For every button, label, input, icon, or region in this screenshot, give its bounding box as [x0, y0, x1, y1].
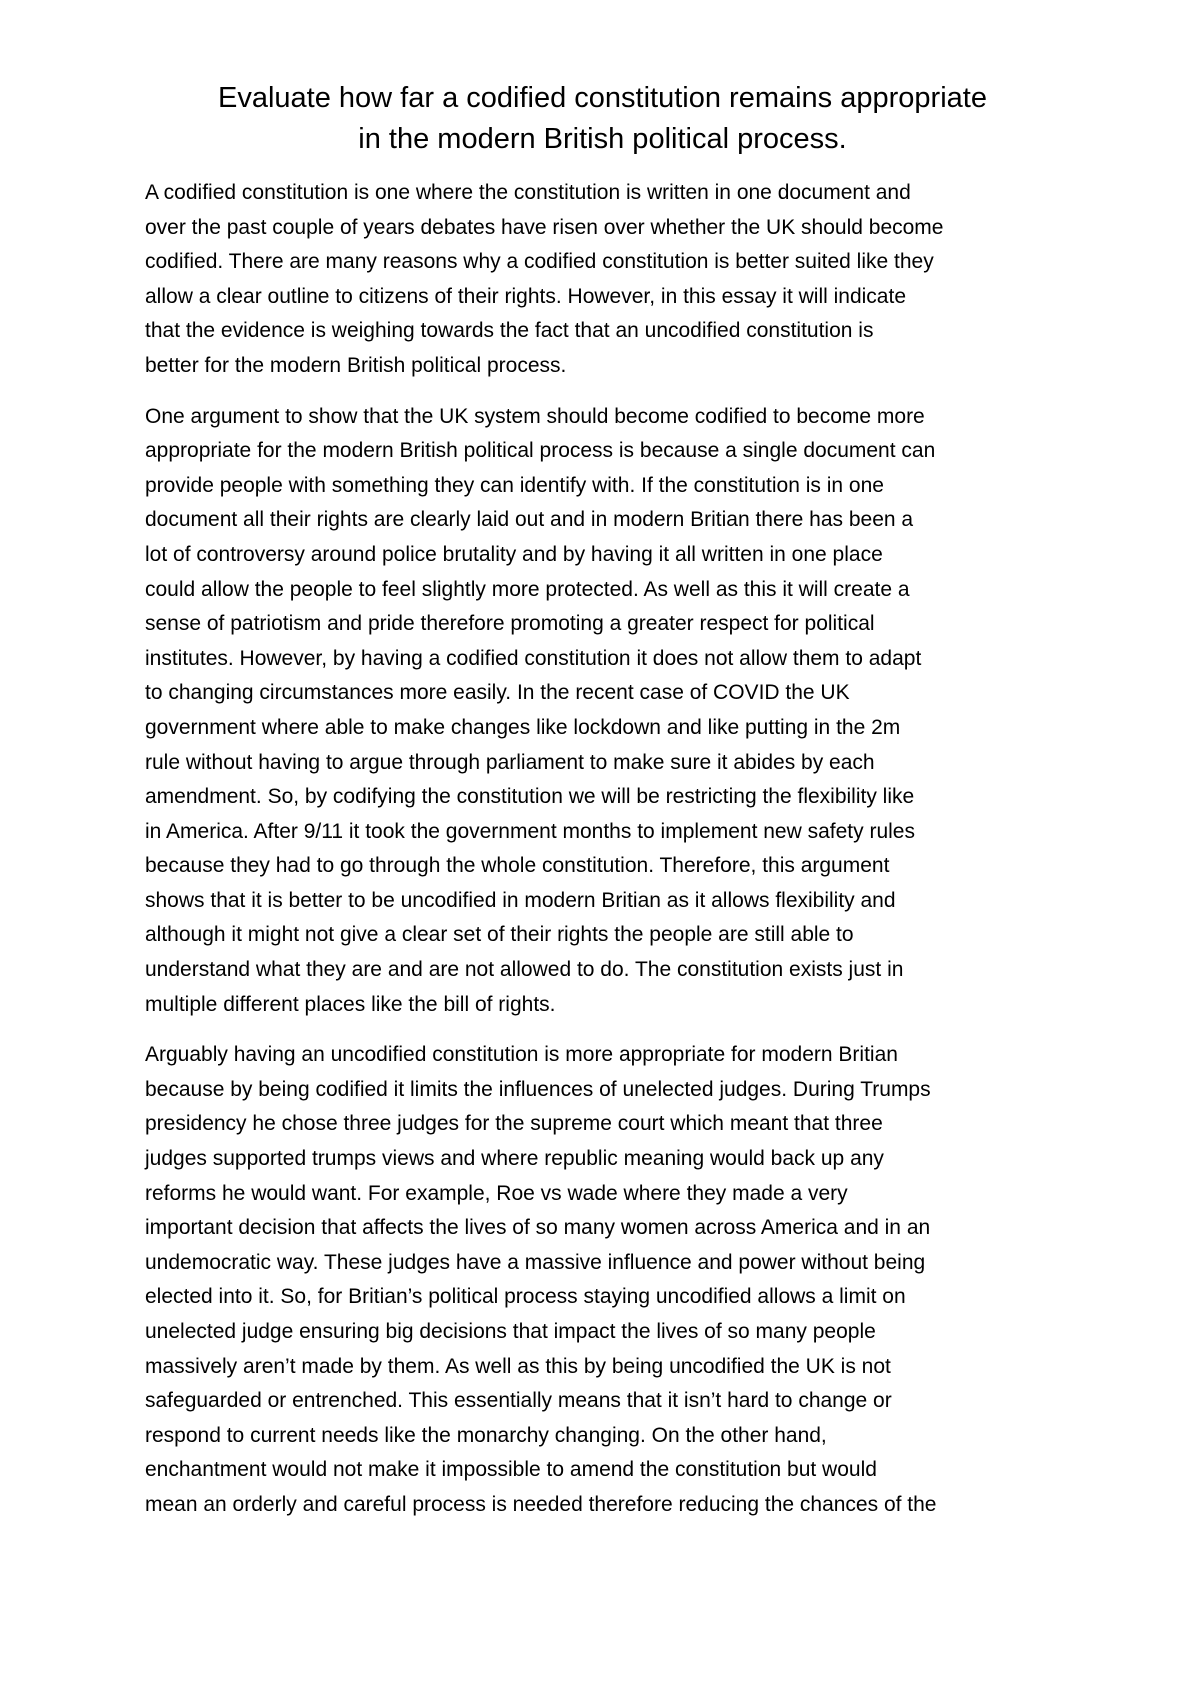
text-line: important decision that affects the lives of so many women across America and in an: [145, 1216, 931, 1240]
text-line: elected into it. So, for Britian’s political process staying uncodified allows a limit on: [145, 1285, 906, 1309]
paragraph-introduction: [145, 176, 1060, 384]
title-line: Evaluate how far a codified constitution remains appropriate: [218, 82, 987, 114]
paragraph-argument-one: [145, 400, 1060, 1023]
text-line: over the past couple of years debates have risen over whether the UK should become: [145, 215, 944, 239]
text-line: codified. There are many reasons why a codified constitution is better suited like they: [145, 250, 934, 274]
text-line: undemocratic way. These judges have a massive influence and power without being: [145, 1250, 926, 1274]
text-line: A codified constitution is one where the constitution is written in one document and: [145, 181, 911, 204]
title-line: in the modern British political process.: [358, 123, 847, 155]
text-line: rule without having to argue through parliament to make sure it abides by each: [145, 750, 875, 774]
text-line: institutes. However, by having a codified constitution it does not allow them to adapt: [145, 646, 922, 670]
text-line: massively aren’t made by them. As well as this by being uncodified the UK is not: [145, 1354, 891, 1378]
text-line: understand what they are and are not allowed to do. The constitution exists just in: [145, 958, 904, 982]
text-line: mean an orderly and careful process is needed therefore reducing the chances of the: [145, 1492, 937, 1516]
text-line: allow a clear outline to citizens of their rights. However, in this essay it will indicate: [145, 284, 907, 308]
text-line: sense of patriotism and pride therefore promoting a greater respect for political: [145, 612, 875, 636]
text-line: because by being codified it limits the influences of unelected judges. During Trumps: [145, 1077, 931, 1101]
text-line: presidency he chose three judges for the supreme court which meant that three: [145, 1112, 883, 1136]
text-line: document all their rights are clearly laid out and in modern Britian there has been a: [145, 508, 914, 532]
text-line: could allow the people to feel slightly more protected. As well as this it will create a: [145, 577, 910, 601]
essay-title: [145, 78, 1060, 160]
text-line: although it might not give a clear set of their rights the people are still able to: [145, 923, 854, 947]
text-line: respond to current needs like the monarchy changing. On the other hand,: [145, 1423, 827, 1447]
text-line: safeguarded or entrenched. This essentially means that it isn’t hard to change or: [145, 1389, 892, 1413]
text-line: amendment. So, by codifying the constitution we will be restricting the flexibility like: [145, 785, 915, 809]
text-line: judges supported trumps views and where republic meaning would back up any: [145, 1147, 884, 1171]
text-line: provide people with something they can identify with. If the constitution is in one: [145, 473, 884, 497]
text-line: One argument to show that the UK system should become codified to become more: [145, 404, 925, 428]
text-line: shows that it is better to be uncodified in modern Britian as it allows flexibility and: [145, 888, 896, 912]
text-line: reforms he would want. For example, Roe vs wade where they made a very: [145, 1181, 848, 1205]
text-line: in America. After 9/11 it took the government months to implement new safety rules: [145, 819, 915, 843]
text-line: better for the modern British political process.: [145, 353, 567, 377]
text-line: multiple different places like the bill of rights.: [145, 992, 556, 1016]
text-line: that the evidence is weighing towards the fact that an uncodified constitution is: [145, 319, 874, 343]
text-line: enchantment would not make it impossible to amend the constitution but would: [145, 1458, 877, 1482]
text-line: appropriate for the modern British political process is because a single document can: [145, 439, 936, 463]
text-line: Arguably having an uncodified constitution is more appropriate for modern Britian: [145, 1043, 898, 1067]
text-line: because they had to go through the whole constitution. Therefore, this argument: [145, 854, 890, 878]
text-line: unelected judge ensuring big decisions that impact the lives of so many people: [145, 1320, 876, 1343]
text-line: lot of controversy around police brutality and by having it all written in one place: [145, 542, 883, 566]
paragraph-argument-two: [145, 1038, 1060, 1522]
text-line: to changing circumstances more easily. In the recent case of COVID the UK: [145, 681, 850, 705]
text-line: government where able to make changes like lockdown and like putting in the 2m: [145, 715, 901, 739]
